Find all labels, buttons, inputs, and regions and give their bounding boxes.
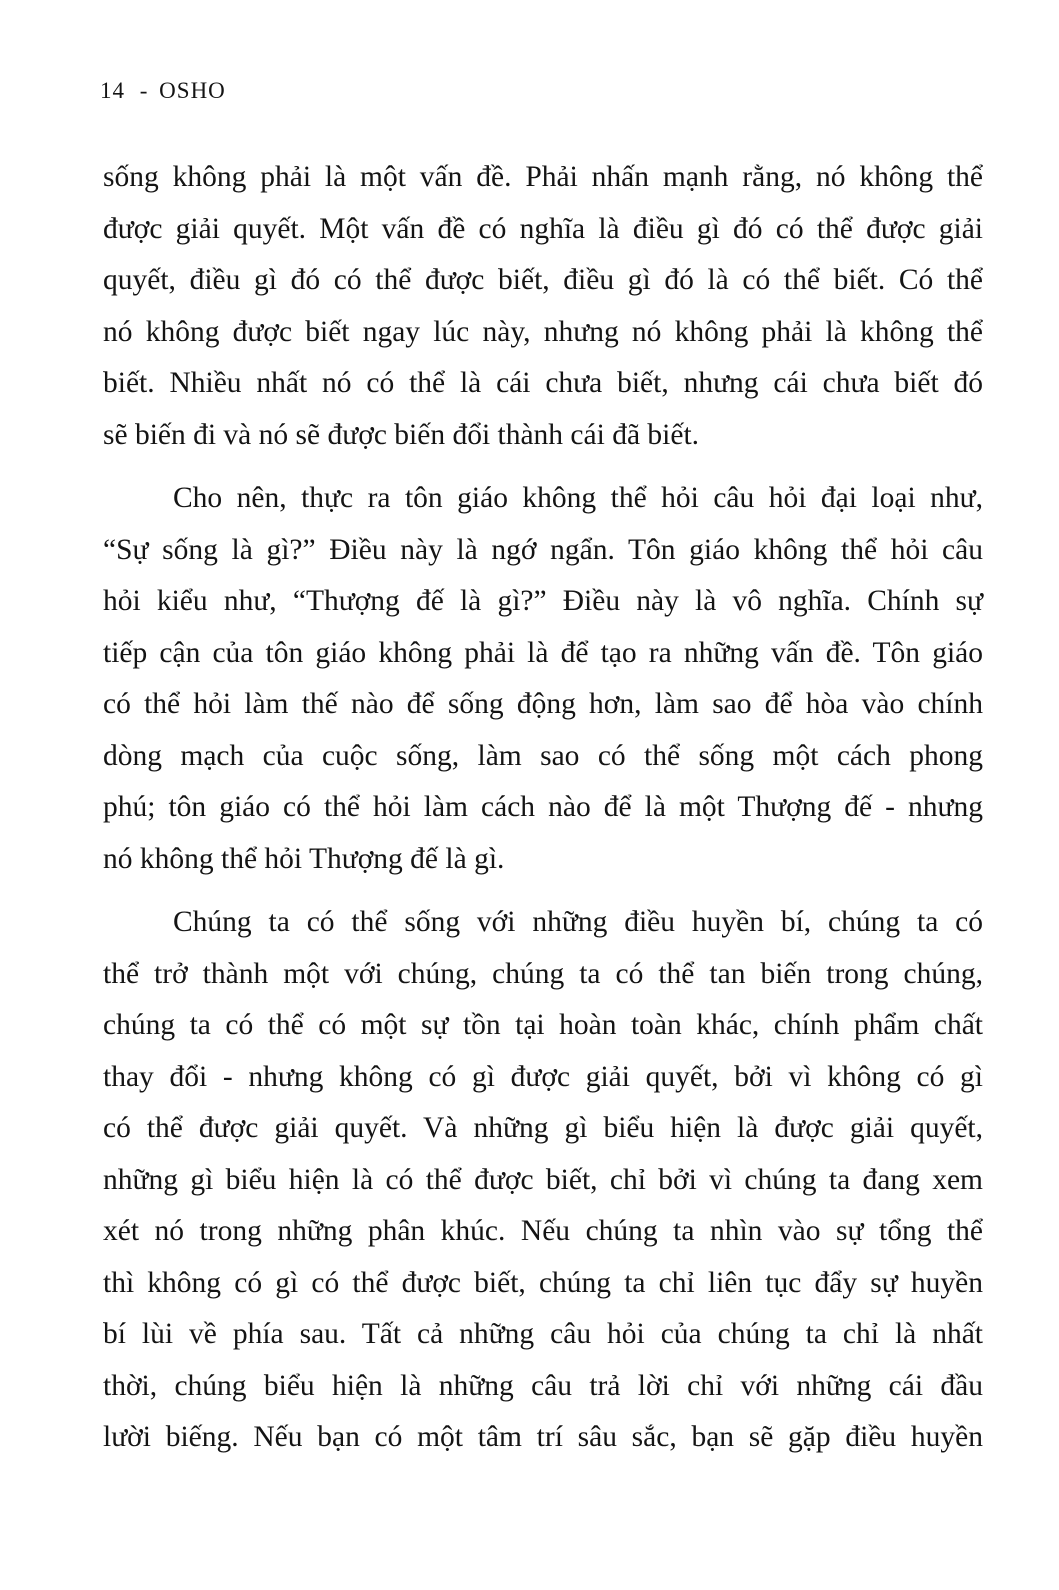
text-line: chúng ta có thể có một sự tồn tại hoàn toàn khác, chính phẩm chất [103,1009,983,1041]
text-line: sẽ biến đi và nó sẽ được biến đổi thành cái đã biết. [103,418,700,451]
running-head [100,76,226,106]
text-line: quyết, điều gì đó có thể được biết, điều gì đó là có thể biết. Có thể [103,264,983,296]
text-line: nó không thể hỏi Thượng đế là gì. [103,842,505,875]
text-line: bí lùi về phía sau. Tất cả những câu hỏi của chúng ta chỉ là nhất [103,1318,983,1350]
paragraph [103,473,983,885]
text-line: thời, chúng biểu hiện là những câu trả lời chỉ với những cái đầu [103,1369,983,1402]
text-line: những gì biểu hiện là có thể được biết, chỉ bởi vì chúng ta đang xem [103,1163,983,1196]
text-line: hỏi kiểu như, “Thượng đế là gì?” Điều này là vô nghĩa. Chính sự [103,585,983,617]
text-line: Cho nên, thực ra tôn giáo không thể hỏi câu hỏi đại loại như, [173,482,983,514]
body-text [103,152,983,1476]
text-line: “Sự sống là gì?” Điều này là ngớ ngẩn. Tôn giáo không thể hỏi câu [103,533,983,566]
text-line: được giải quyết. Một vấn đề có nghĩa là điều gì đó có thể được giải [103,212,983,245]
text-line: có thể hỏi làm thế nào để sống động hơn, làm sao để hòa vào chính [103,688,983,720]
text-line: biết. Nhiều nhất nó có thể là cái chưa biết, nhưng cái chưa biết đó [103,367,983,399]
text-line: có thể được giải quyết. Và những gì biểu hiện là được giải quyết, [103,1112,983,1144]
text-line: dòng mạch của cuộc sống, làm sao có thể sống một cách phong [103,739,983,772]
paragraph [103,897,983,1464]
book-title: OSHO [159,78,226,103]
paragraph [103,152,983,461]
text-line: Chúng ta có thể sống với những điều huyền bí, chúng ta có [173,906,983,938]
text-line: xét nó trong những phân khúc. Nếu chúng ta nhìn vào sự tổng thể [103,1215,983,1247]
text-line: thay đổi - nhưng không có gì được giải quyết, bởi vì không có gì [103,1060,983,1093]
text-line: lười biếng. Nếu bạn có một tâm trí sâu sắc, bạn sẽ gặp điều huyền [103,1421,983,1453]
header-separator: - [139,78,149,103]
text-line: thì không có gì có thể được biết, chúng ta chỉ liên tục đẩy sự huyền [103,1266,983,1299]
text-line: sống không phải là một vấn đề. Phải nhấn mạnh rằng, nó không thể [103,161,983,193]
text-line: phú; tôn giáo có thể hỏi làm cách nào để là một Thượng đế - nhưng [103,791,983,823]
text-line: tiếp cận của tôn giáo không phải là để tạo ra những vấn đề. Tôn giáo [103,636,983,669]
text-line: thể trở thành một với chúng, chúng ta có thể tan biến trong chúng, [103,957,983,990]
text-line: nó không được biết ngay lúc này, nhưng nó không phải là không thể [103,315,983,348]
page-number: 14 [100,78,125,103]
